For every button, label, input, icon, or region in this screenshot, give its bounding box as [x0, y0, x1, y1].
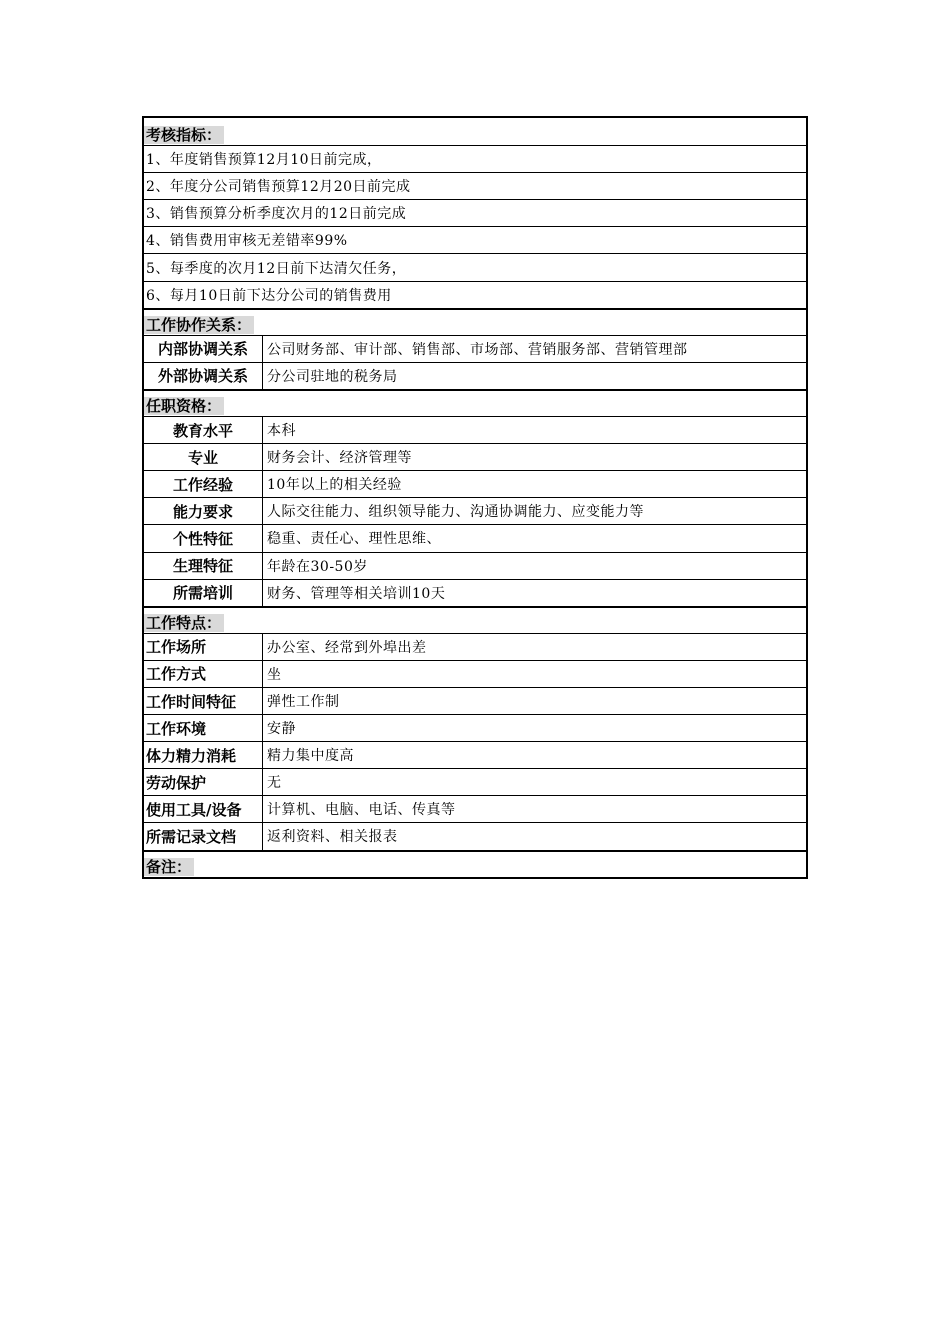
- row-value: 精力集中度高: [267, 748, 354, 765]
- section-header-qualifications: [144, 389, 806, 416]
- row-value: 弹性工作制: [267, 694, 340, 711]
- row-value: 返利资料、相关报表: [267, 829, 398, 846]
- row-value: 稳重、责任心、理性思维、: [267, 531, 441, 548]
- row-label: 劳动保护: [144, 769, 263, 795]
- row-label: 专业: [144, 444, 263, 470]
- section-header-assessment: [144, 118, 806, 145]
- table-row: [144, 822, 806, 849]
- job-description-table: [142, 116, 808, 879]
- section-title-remarks: 备注：: [144, 858, 194, 876]
- row-label: 个性特征: [144, 525, 263, 551]
- table-row: [144, 660, 806, 687]
- row-value: 计算机、电脑、电话、传真等: [267, 802, 456, 819]
- row-value: 无: [267, 775, 282, 792]
- table-row: [144, 470, 806, 497]
- section-header-work-features: [144, 606, 806, 633]
- row-value: 公司财务部、审计部、销售部、市场部、营销服务部、营销管理部: [267, 341, 688, 358]
- assessment-item: 3、销售预算分析季度次月的12日前完成: [144, 199, 806, 226]
- row-label: 工作经验: [144, 471, 263, 497]
- table-row: [144, 633, 806, 660]
- table-row: [144, 443, 806, 470]
- row-value: 财务会计、经济管理等: [267, 450, 412, 467]
- row-value: 财务、管理等相关培训10天: [267, 585, 446, 602]
- section-header-collaboration: [144, 308, 806, 335]
- row-value: 人际交往能力、组织领导能力、沟通协调能力、应变能力等: [267, 504, 644, 521]
- table-row: [144, 768, 806, 795]
- assessment-item: 4、销售费用审核无差错率99%: [144, 226, 806, 253]
- row-value: 分公司驻地的税务局: [267, 368, 398, 385]
- row-value: 安静: [267, 721, 296, 738]
- row-label: 内部协调关系: [144, 336, 263, 362]
- row-value: 坐: [267, 666, 282, 683]
- row-label: 使用工具/设备: [144, 796, 263, 822]
- table-row: [144, 335, 806, 362]
- row-label: 外部协调关系: [144, 363, 263, 389]
- assessment-item: 2、年度分公司销售预算12月20日前完成: [144, 172, 806, 199]
- row-label: 工作环境: [144, 715, 263, 741]
- row-label: 体力精力消耗: [144, 742, 263, 768]
- section-title-assessment: 考核指标：: [144, 126, 224, 144]
- section-title-collaboration: 工作协作关系：: [144, 316, 254, 334]
- row-label: 能力要求: [144, 498, 263, 524]
- section-title-qualifications: 任职资格：: [144, 397, 224, 415]
- assessment-item: 6、每月10日前下达分公司的销售费用: [144, 281, 806, 308]
- assessment-item: 5、每季度的次月12日前下达清欠任务，: [144, 253, 806, 280]
- row-label: 所需培训: [144, 580, 263, 606]
- row-label: 生理特征: [144, 553, 263, 579]
- table-row: [144, 362, 806, 389]
- table-row: [144, 524, 806, 551]
- table-row: [144, 741, 806, 768]
- section-title-work-features: 工作特点：: [144, 614, 224, 632]
- row-label: 工作时间特征: [144, 688, 263, 714]
- table-row: [144, 497, 806, 524]
- row-value: 办公室、经常到外埠出差: [267, 639, 427, 656]
- row-label: 工作场所: [144, 634, 263, 660]
- row-label: 所需记录文档: [144, 823, 263, 849]
- row-value: 年龄在30-50岁: [267, 558, 368, 575]
- row-value: 本科: [267, 423, 296, 440]
- table-row: [144, 416, 806, 443]
- row-label: 教育水平: [144, 417, 263, 443]
- row-label: 工作方式: [144, 661, 263, 687]
- assessment-item: 1、年度销售预算12月10日前完成，: [144, 145, 806, 172]
- table-row: [144, 714, 806, 741]
- section-header-remarks: [144, 850, 806, 877]
- table-row: [144, 795, 806, 822]
- table-row: [144, 579, 806, 606]
- table-row: [144, 552, 806, 579]
- row-value: 10年以上的相关经验: [267, 477, 402, 494]
- table-row: [144, 687, 806, 714]
